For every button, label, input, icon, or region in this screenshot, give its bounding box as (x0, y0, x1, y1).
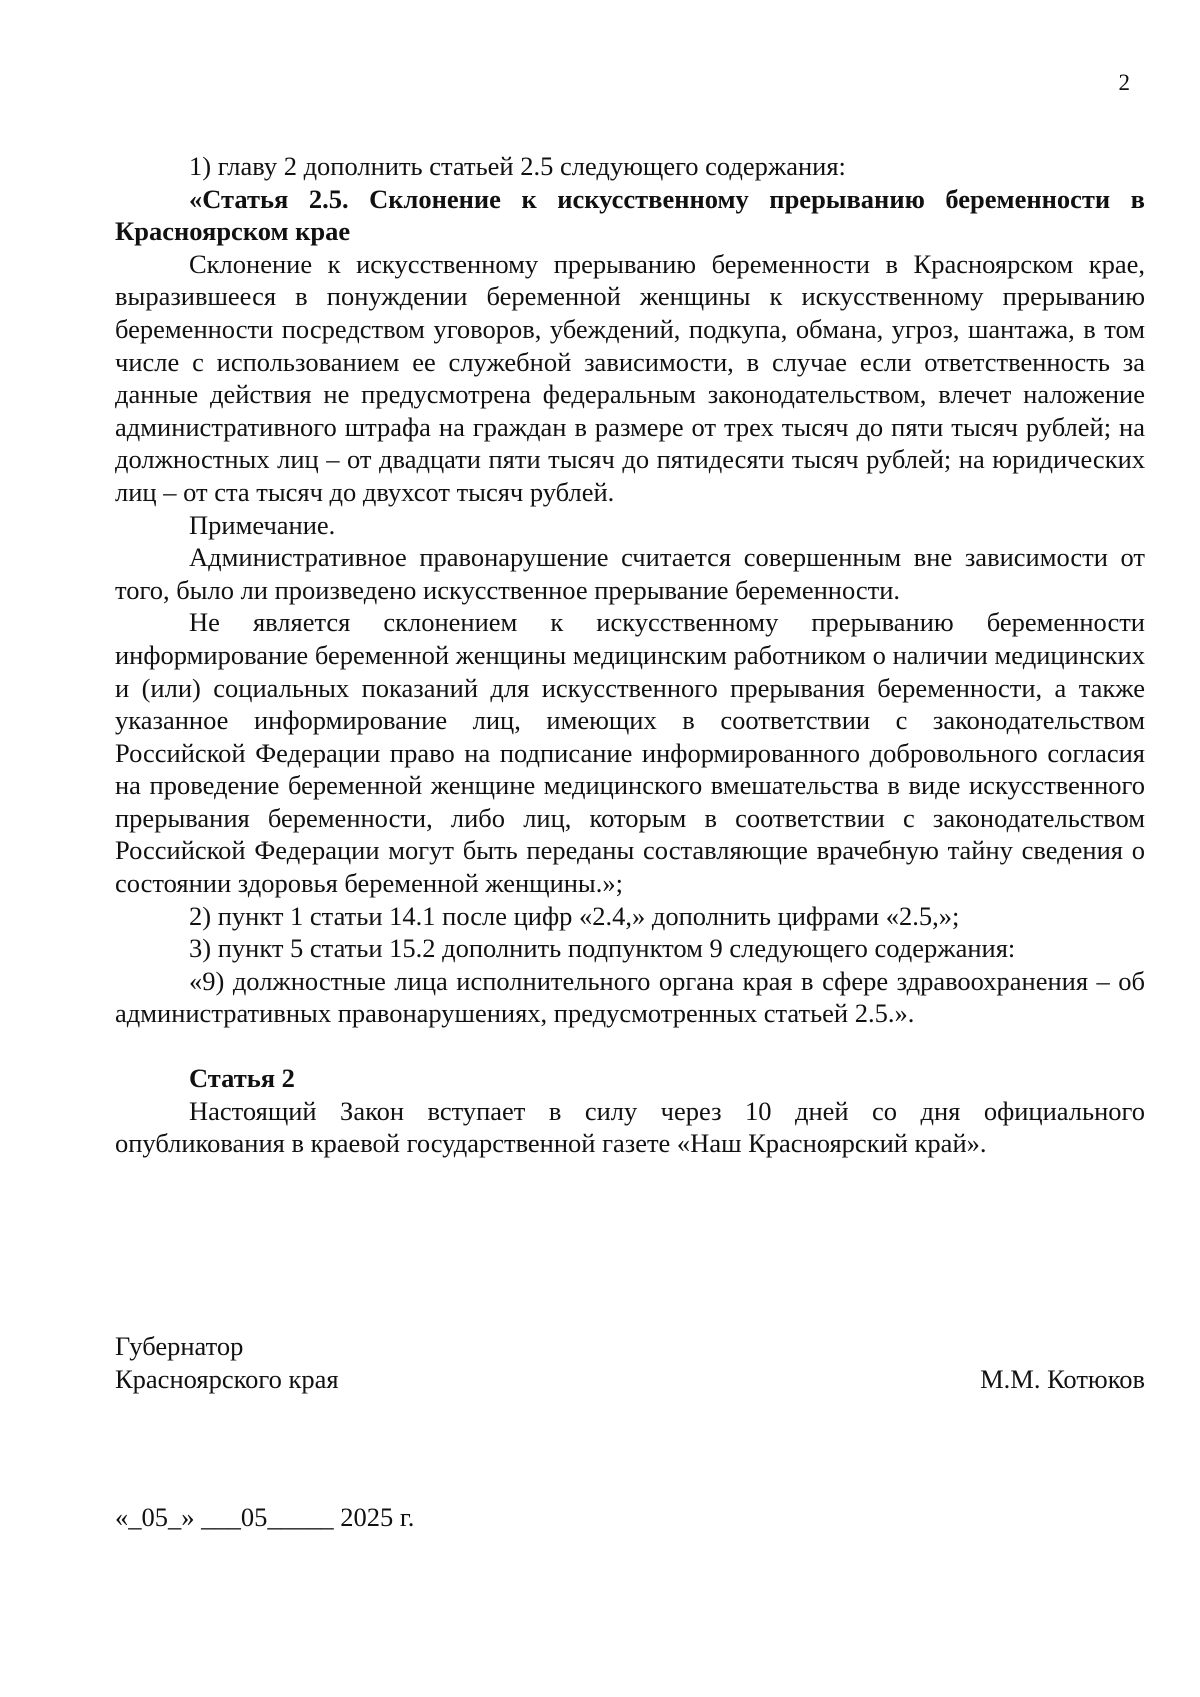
signature-row (115, 1363, 1145, 1396)
paragraph-article-2-5-text: Склонение к искусственному прерыванию беременности в Красноярском крае, выразившееся в понуждении беременной женщины к искусственному прерыванию беременности посредством уговоров, убеждений, подкупа, обмана, угроз, шантажа, в том числе с использованием ее служебной зависимости, в случае если ответственность за данные действия не предусмотрена федеральным законодательством, влечет наложение административного штрафа на граждан в размере от трех тысяч до пяти тысяч рублей; на должностных лиц – от двадцати пяти тысяч до пятидесяти тысяч рублей; на юридических лиц – от ста тысяч до двухсот тысяч рублей. (115, 248, 1145, 507)
signatory-position-line-1: Губернатор (115, 1331, 244, 1361)
article-2-5-heading: «Статья 2.5. Склонение к искусственному прерыванию беременности в Красноярском крае (115, 183, 1145, 247)
paragraph-note-1: Административное правонарушение считается совершенным вне зависимости от того, было ли произведено искусственное прерывание беременности. (115, 542, 1145, 605)
signature-block (115, 1330, 1145, 1395)
signatory-position-line-2: Красноярского края (115, 1363, 339, 1394)
paragraph-article-2-text: Настоящий Закон вступает в силу через 10 дней со дня официального опубликования в краевой государственной газете «Наш Красноярский край». (115, 1095, 1145, 1159)
page-number: 2 (1118, 70, 1130, 95)
paragraph-amendment-2: 2) пункт 1 статьи 14.1 после цифр «2.4,» дополнить цифрами «2.5,»; (189, 900, 960, 931)
paragraph-subitem-9: «9) должностные лица исполнительного органа края в сфере здравоохранения – об административных правонарушениях, предусмотренных статьей 2.5.». (115, 965, 1145, 1029)
note-heading: Примечание. (189, 509, 336, 540)
paragraph-note-2: Не является склонением к искусственному прерыванию беременности информирование беременной женщины медицинским работником о наличии медицинских и (или) социальных показаний для искусственного прерывания беременности, а также указанное информирование лиц, имеющих в соответствии с законодательством Российской Федерации право на подписание информированного добровольного согласия на проведение беременной женщине медицинского вмешательства в виде искусственного прерывания беременности, либо лиц, которым в соответствии с законодательством Российской Федерации могут быть переданы составляющие врачебную тайну сведения о состоянии здоровья беременной женщины.»; (115, 607, 1145, 899)
spacer (115, 1030, 1145, 1062)
signing-date: «_05_» ___05_____ 2025 г. (115, 1502, 415, 1532)
paragraph-amendment-3: 3) пункт 5 статьи 15.2 дополнить подпунктом 9 следующего содержания: (189, 933, 1016, 964)
signatory-name: М.М. Котюков (980, 1363, 1145, 1394)
paragraph-amendment-1: 1) главу 2 дополнить статьей 2.5 следующего содержания: (189, 151, 846, 181)
article-2-heading: Статья 2 (189, 1063, 295, 1094)
document-body (115, 150, 1145, 1160)
